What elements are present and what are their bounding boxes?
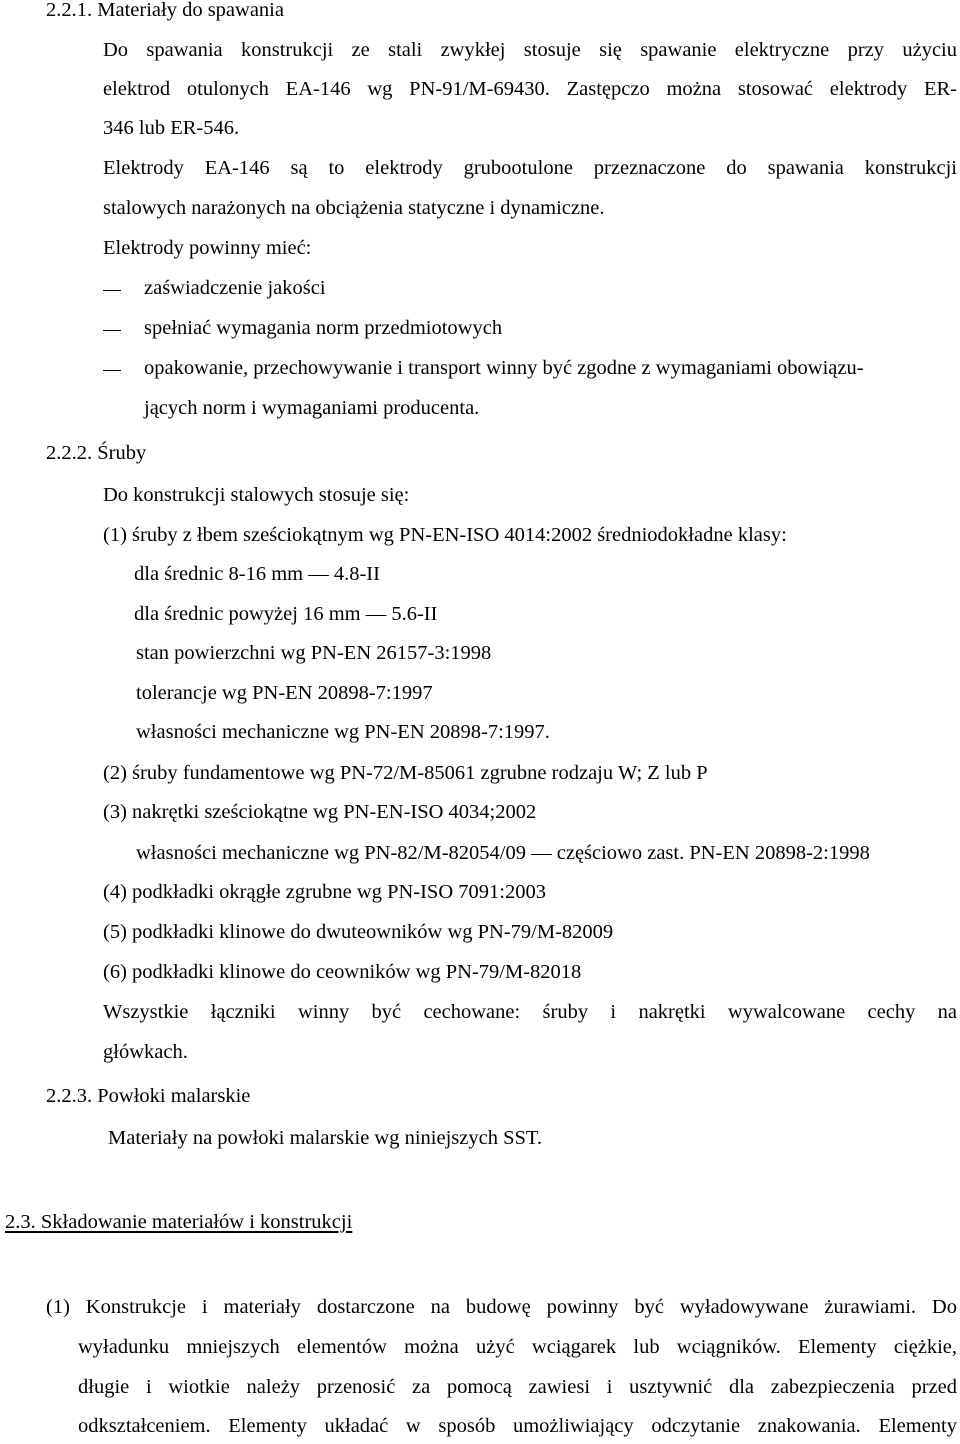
- list-item: opakowanie, przechowywanie i transport winny być zgodne z wymaganiami obowiązu-: [144, 357, 864, 379]
- sub-item: stan powierzchni wg PN-EN 26157-3:1998: [136, 642, 492, 664]
- numbered-item: (1) śruby z łbem sześciokątnym wg PN-EN-ISO 4014:2002 średniodokładne klasy:: [103, 524, 787, 546]
- sub-item: tolerancje wg PN-EN 20898-7:1997: [136, 682, 433, 704]
- list-dash: [103, 330, 121, 331]
- section-heading-2-2-1: 2.2.1. Materiały do spawania: [46, 0, 284, 21]
- numbered-item: (5) podkładki klinowe do dwuteowników wg PN-79/M-82009: [103, 921, 614, 943]
- section-heading-2-2-2: 2.2.2. Śruby: [46, 442, 147, 464]
- paragraph-line: stalowych narażonych na obciążenia statyczne i dynamiczne.: [103, 197, 605, 219]
- sub-item: dla średnic powyżej 16 mm — 5.6-II: [134, 603, 438, 625]
- list-dash: [103, 290, 121, 291]
- section-heading-2-3: 2.3. Składowanie materiałów i konstrukcji: [5, 1211, 353, 1233]
- section-heading-2-2-3: 2.2.3. Powłoki malarskie: [46, 1085, 251, 1107]
- list-item-continuation: jących norm i wymaganiami producenta.: [144, 397, 480, 419]
- numbered-item: (3) nakrętki sześciokątne wg PN-EN-ISO 4034;2002: [103, 801, 537, 823]
- paragraph-line: odkształceniem. Elementy układać w sposób umożliwiający odczytanie znakowania. Elementy: [78, 1415, 957, 1437]
- list-item: zaświadczenie jakości: [144, 277, 326, 299]
- paragraph-line: Elektrody EA-146 są to elektrody grubootulone przeznaczone do spawania konstrukcji: [103, 157, 957, 179]
- paragraph-line: Do konstrukcji stalowych stosuje się:: [103, 484, 410, 506]
- paragraph-line: 346 lub ER-546.: [103, 117, 240, 139]
- sub-item: dla średnic 8-16 mm — 4.8-II: [134, 563, 380, 585]
- paragraph-line: Do spawania konstrukcji ze stali zwykłej stosuje się spawanie elektryczne przy użyciu: [103, 39, 957, 61]
- sub-item: własności mechaniczne wg PN-82/M-82054/09 — częściowo zast. PN-EN 20898-2:1998: [136, 842, 870, 864]
- numbered-item: (2) śruby fundamentowe wg PN-72/M-85061 zgrubne rodzaju W; Z lub P: [103, 762, 708, 784]
- list-intro: Elektrody powinny mieć:: [103, 237, 312, 259]
- paragraph-line: elektrod otulonych EA-146 wg PN-91/M-69430. Zastępczo można stosować elektrody ER-: [103, 78, 957, 100]
- paragraph-line: (1) Konstrukcje i materiały dostarczone na budowę powinny być wyładowywane żurawiami. Do: [46, 1296, 957, 1318]
- sub-item: własności mechaniczne wg PN-EN 20898-7:1997.: [136, 721, 550, 743]
- numbered-item: (4) podkładki okrągłe zgrubne wg PN-ISO 7091:2003: [103, 881, 546, 903]
- list-item: spełniać wymagania norm przedmiotowych: [144, 317, 503, 339]
- paragraph-line: Materiały na powłoki malarskie wg niniejszych SST.: [108, 1127, 543, 1149]
- paragraph-line: Wszystkie łączniki winny być cechowane: śruby i nakrętki wywalcowane cechy na: [103, 1001, 957, 1023]
- paragraph-line: wyładunku mniejszych elementów można użyć wciągarek lub wciągników. Elementy ciężkie,: [78, 1336, 957, 1358]
- list-dash: [103, 370, 121, 371]
- paragraph-line: długie i wiotkie należy przenosić za pomocą zawiesi i usztywnić dla zabezpieczenia przed: [78, 1376, 957, 1398]
- paragraph-line: główkach.: [103, 1041, 188, 1063]
- numbered-item: (6) podkładki klinowe do ceowników wg PN-79/M-82018: [103, 961, 582, 983]
